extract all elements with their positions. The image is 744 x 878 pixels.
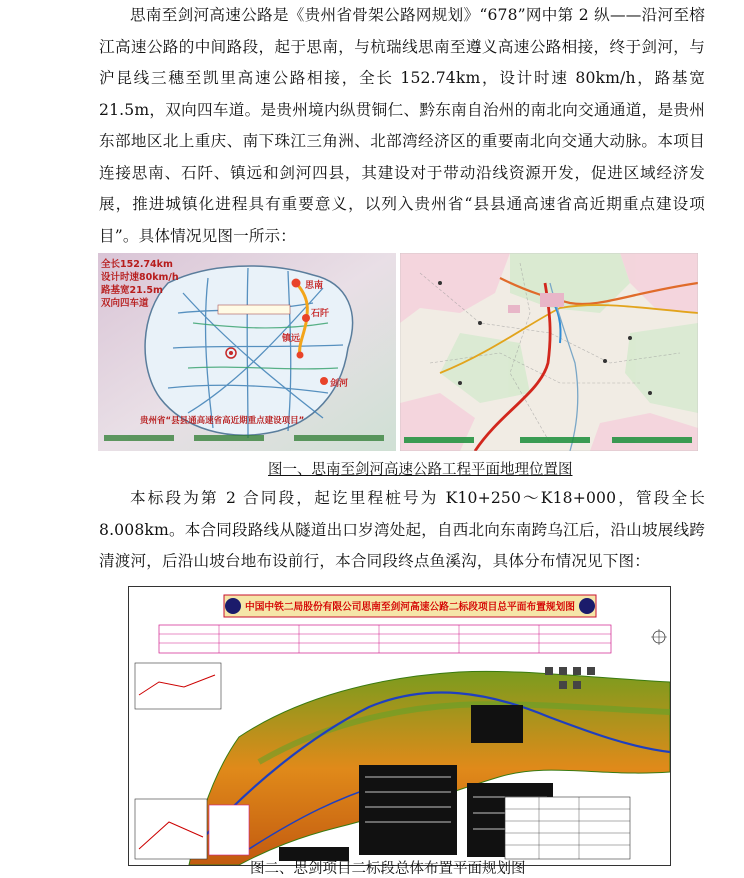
figure-1-caption: 图一、思南至剑河高速公路工程平面地理位置图 <box>268 462 573 478</box>
overlay-length: 全长152.74km <box>101 259 173 270</box>
figure-2-layout-plan <box>128 586 671 866</box>
intro-paragraph: 思南至剑河高速公路是《贵州省骨架公路网规划》“678”网中第 2 纵——沿河至榕江高速公路的中间路段，起于思南，与杭瑞线思南至遵义高速公路相接，终于剑河，与沪昆线三穗至凯里高速公路相接，全长 152.74km，设计时速 80km/h，路基宽 21.5m，双向四车道。是贵州境内纵贯铜仁、黔东南自治州的南北向交通通道，是贵州东部地区北上重庆、南下珠江三角洲、北部湾经济区的重要南北向交通大动脉。本项目连接思南、石阡、镇远和剑河四县，其建设对于带动沿线资源开发，促进区域经济发展，推进城镇化进程具有重要意义，以列入贵州省“县县通高速省高近期重点建设项目”。具体情况见图一所示： <box>99 6 705 245</box>
overlay-lanes: 双向四车道 <box>101 298 149 309</box>
network-map-graphic <box>98 253 396 451</box>
layout-plan-graphic <box>129 587 670 865</box>
city-shiqian-label: 石阡 <box>311 309 330 319</box>
overlay-width: 路基宽21.5m <box>101 285 163 296</box>
figure-1 <box>98 253 698 451</box>
city-sinan-label: 思南 <box>305 281 324 291</box>
plan-banner-title: 中国中铁二局股份有限公司思南至剑河高速公路二标段项目总平面布置规划图 <box>245 602 585 613</box>
figure-2-caption: 图二、思剑项目二标段总体布置平面规划图 <box>250 861 526 877</box>
section-paragraph: 本标段为第 2 合同段，起讫里程桩号为 K10+250～K18+000，管段全长 8.008km。本合同段路线从隧道出口岁湾处起，自西北向东南跨乌江后，沿山坡展线跨清渡河，后沿山坡台地布设前行，本合同段终点鱼溪沟，具体分布情况见下图： <box>99 489 705 570</box>
local-road-map <box>400 253 698 451</box>
city-zhenyuan-label: 镇远 <box>282 334 301 344</box>
overlay-speed: 设计时速80km/h <box>101 272 179 283</box>
guizhou-road-network-map <box>98 253 396 451</box>
city-jianhe-label: 剑河 <box>330 379 349 389</box>
map-bottom-banner: 贵州省“县县通高速省高近期重点建设项目” <box>140 416 305 426</box>
local-map-graphic <box>400 253 698 451</box>
